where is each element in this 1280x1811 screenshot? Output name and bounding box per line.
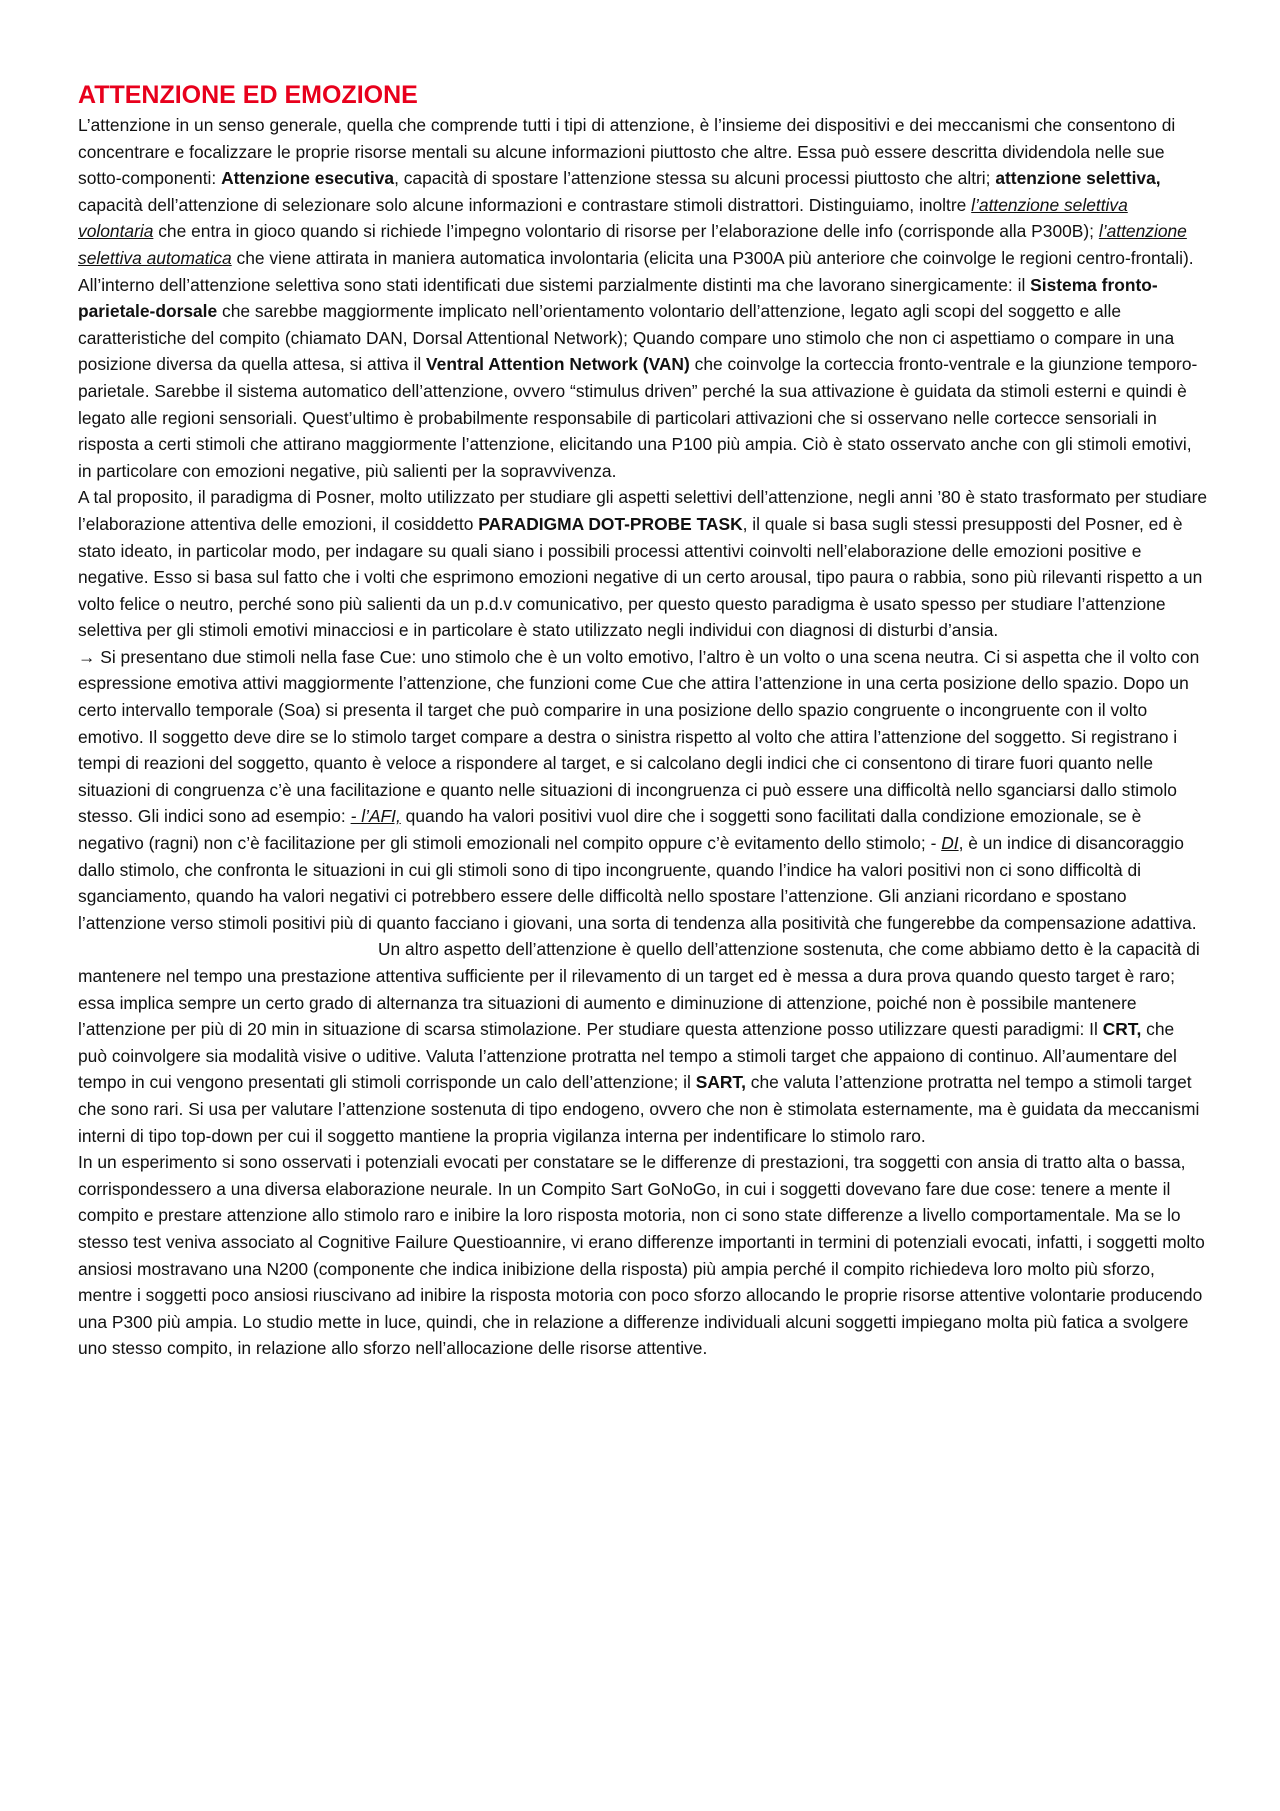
- bold-term-sart: SART,: [695, 1072, 746, 1093]
- text-run: Si presentano due stimoli nella fase Cue: uno stimolo che è un volto emotivo, l’altro è un volto o una scena neutra. Ci si aspetta che il volto con espressione emotiva attivi maggiormente l’attenzione, che funzioni come Cue che attira l’attenzione in una certa posizione dello spazio. Dopo un certo intervallo temporale (Soa) si presenta il target che può comparire in una posizione dello spazio congruente o incongruente con il volto emotivo. Il soggetto deve dire se lo stimolo target compare a destra o sinistra rispetto al volto che attira l’attenzione del soggetto. Si registrano i tempi di reazioni del soggetto, quanto è veloce a rispondere al target, e si calcolano degli indici che ci consentono di tirare fuori quanto nelle situazioni di congruenza c’è una facilitazione e quanto nelle situazioni di incongruenza ci può essere una difficoltà nello sganciarsi dallo stimolo stesso. Gli indici sono ad esempio:: [78, 646, 1200, 827]
- text-run: , capacità di spostare l’attenzione stessa su alcuni processi piuttosto che altri;: [394, 168, 996, 189]
- text-run: che può coinvolgere sia modalità visive o uditive. Valuta l’attenzione protratta nel tempo a stimoli target che appaiono di continuo. All’aumentare del tempo in cui vengono presentati gli stimoli corrisponde un calo dell’attenzione; il: [78, 1019, 1177, 1093]
- text-run: A tal proposito, il paradigma di Posner, molto utilizzato per studiare gli aspetti selettivi dell’attenzione, negli anni ’80 è stato trasformato per studiare l’elaborazione attentiva delle emozioni, il cosiddetto: [78, 487, 1208, 534]
- term-automatic-selective-attention: l’attenzione selettiva automatica: [78, 221, 1187, 268]
- document-page: [78, 80, 1208, 1362]
- text-run: che sarebbe maggiormente implicato nell’orientamento volontario dell’attenzione, legato agli scopi del soggetto e alle caratteristiche del compito (chiamato DAN, Dorsal Attentional Network); Quando compare uno stimolo che non ci aspettiamo o compare in una posizione diversa da quella attesa, si attiva il: [78, 301, 1175, 375]
- text-run: quando ha valori positivi vuol dire che i soggetti sono facilitati dalla condizione emozionale, se è negativo (ragni) non c’è facilitazione per gli stimoli emozionali nel compito oppure c’è evitamento dello stimolo; -: [78, 806, 1142, 854]
- paragraph-dot-probe: [78, 484, 1208, 644]
- term-afi-index: - l’AFI,: [350, 806, 401, 827]
- paragraph-experiment: In un esperimento si sono osservati i potenziali evocati per constatare se le differenze di prestazioni, tra soggetti con ansia di tratto alta o bassa, corrispondessero a una diversa elaborazione neurale. In un Compito Sart GoNoGo, in cui i soggetti dovevano fare due cose: tenere a mente il compito e prestare attenzione allo stimolo raro e inibire la loro risposta motoria, non ci sono state differenze a livello comportamentale. Ma se lo stesso test veniva associato al Cognitive Failure Questioannire, vi erano differenze importanti in termini di potenziali evocati, infatti, i soggetti molto ansiosi mostravano una N200 (componente che indica inibizione della risposta) più ampia perché il compito richiedeva loro molto più sforzo, mentre i soggetti poco ansiosi riuscivano ad inibire la risposta motoria con poco sforzo allocando le proprie risorse attentive volontarie producendo una P300 più ampia. Lo studio mette in luce, quindi, che in relazione a differenze individuali alcuni soggetti impiegano molta più fatica a svolgere uno stesso compito, in relazione allo sforzo nell’allocazione delle risorse attentive.: [78, 1152, 1205, 1359]
- text-run: , è un indice di disancoraggio dallo stimolo, che confronta le situazioni in cui gli stimoli sono di tipo incongruente, quando l’indice ha valori positivi non ci sono difficoltà di sganciamento, quando ha valori negativi ci potrebbero essere delle difficoltà nello spostare l’attenzione. Gli anziani ricordano e spostano l’attenzione verso stimoli positivi più di quanto facciano i giovani, una sorta di tendenza alla positività che fungerebbe da compensazione adattiva.: [78, 833, 1197, 933]
- document-title: ATTENZIONE ED EMOZIONE: [78, 81, 418, 109]
- text-run: che valuta l’attenzione protratta nel tempo a stimoli target che sono rari. Si usa per valutare l’attenzione sostenuta di tipo endogeno, ovvero che non è stimolata esternamente, ma è guidata da meccanismi interni di tipo top-down per cui il soggetto mantiene la propria vigilanza interna per indentificare lo stimolo raro.: [78, 1072, 1200, 1146]
- arrow-icon: →: [78, 646, 96, 667]
- text-run: che viene attirata in maniera automatica involontaria (elicita una P300A più anteriore che coinvolge le regioni centro-frontali). All’interno dell’attenzione selettiva sono stati identificati due sistemi parzialmente distinti ma che lavorano sinergicamente: il: [78, 247, 1194, 295]
- term-voluntary-selective-attention: l’attenzione selettiva volontaria: [78, 194, 1128, 242]
- paragraph-cue-procedure: [78, 644, 1208, 1149]
- paragraph-attention-overview: [78, 112, 1208, 484]
- text-run: capacità dell’attenzione di selezionare solo alcune informazioni e contrastare stimoli distrattori. Distinguiamo, inoltre: [78, 194, 972, 215]
- text-run: che entra in gioco quando si richiede l’impegno volontario di risorse per l’elaborazione delle info (corrisponde alla P300B);: [153, 221, 1099, 242]
- bold-term-selective-attention: attenzione selettiva,: [995, 168, 1161, 189]
- bold-term-dot-probe-task: PARADIGMA DOT-PROBE TASK: [478, 513, 743, 534]
- bold-term-crt: CRT,: [1102, 1019, 1142, 1040]
- bold-term-van: Ventral Attention Network (VAN): [426, 354, 690, 375]
- text-run: che coinvolge la corteccia fronto-ventrale e la giunzione temporo-parietale. Sarebbe il sistema automatico dell’attenzione, ovvero “stimulus driven” perché la sua attivazione è guidata da stimoli esterni e quindi è legato alle regioni sensoriali. Quest’ultimo è probabilmente responsabile di particolari attivazioni che si osservano nelle cortecce sensoriali in risposta a certi stimoli che attirano maggiormente l’attenzione, elicitando una P100 più ampia. Ciò è stato osservato anche con gli stimoli emotivi, in particolare con emozioni negative, più salienti per la sopravvivenza.: [78, 354, 1198, 481]
- text-run: Un altro aspetto dell’attenzione è quello dell’attenzione sostenuta, che come abbiamo detto è la capacità di mantenere nel tempo una prestazione attentiva sufficiente per il rilevamento di un target ed è messa a dura prova quando questo target è raro; essa implica sempre un certo grado di alternanza tra situazioni di aumento e diminuzione di attenzione, poiché non è possibile mantenere l’attenzione per più di 20 min in situazione di scarsa stimolazione. Per studiare questa attenzione posso utilizzare questi paradigmi: Il: [78, 939, 1200, 1040]
- bold-term-executive-attention: Attenzione esecutiva: [221, 168, 395, 189]
- bold-term-dorsal-system: Sistema fronto-parietale-dorsale: [78, 274, 1158, 322]
- text-run: , il quale si basa sugli stessi presupposti del Posner, ed è stato ideato, in particolar modo, per indagare su quali siano i possibili processi attentivi coinvolti nell’elaborazione delle emozioni positive e negative. Esso si basa sul fatto che i volti che esprimono emozioni negative di un certo arousal, tipo paura o rabbia, sono più rilevanti rispetto a un volto felice o neutro, perché sono più salienti da un p.d.v comunicativo, per questo questo paradigma è usato spesso per studiare l’attenzione selettiva per gli stimoli emotivi minacciosi e in particolare è stato utilizzato negli individui con diagnosi di disturbi d’ansia.: [78, 513, 1203, 641]
- text-run: L’attenzione in un senso generale, quella che comprende tutti i tipi di attenzione, è l’insieme dei dispositivi e dei meccanismi che consentono di concentrare e focalizzare le proprie risorse mentali su alcune informazioni piuttosto che altre. Essa può essere descritta dividendola nelle sue sotto-componenti:: [78, 115, 1176, 189]
- term-di-index: DI: [941, 833, 959, 854]
